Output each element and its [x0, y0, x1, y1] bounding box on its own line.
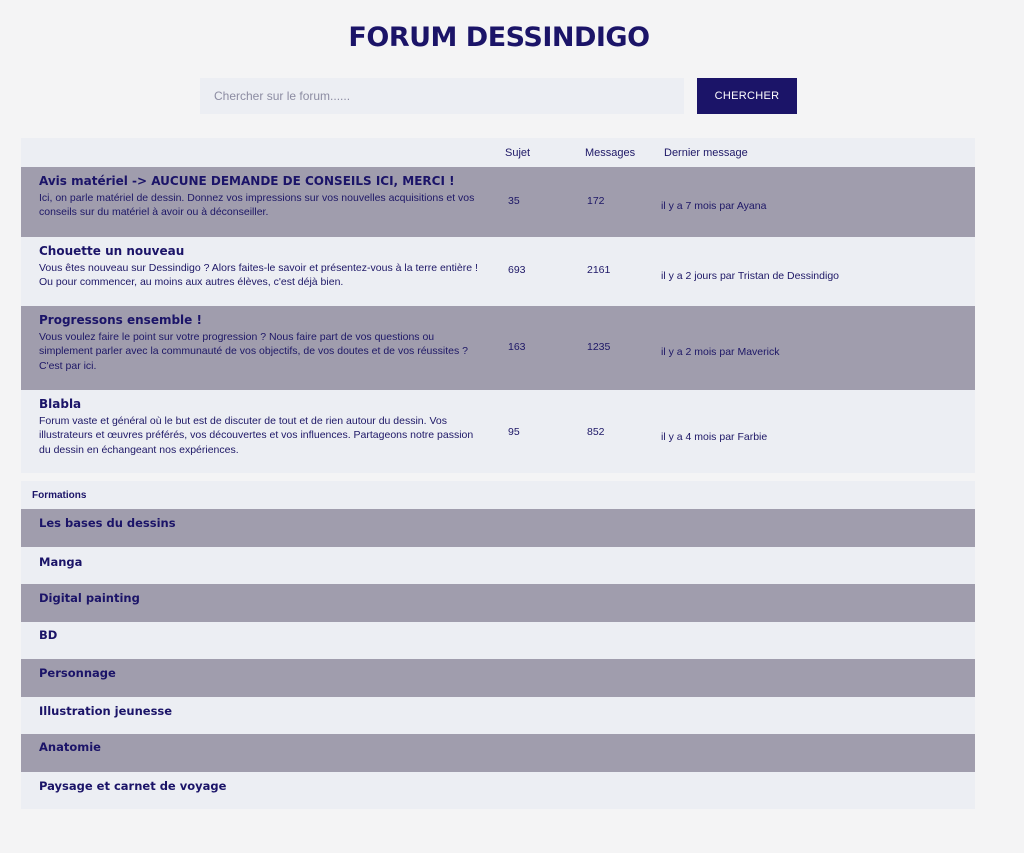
formation-item[interactable] [21, 547, 975, 584]
forum-row[interactable] [21, 390, 975, 473]
formation-item[interactable] [21, 772, 975, 809]
forum-row[interactable] [21, 237, 975, 306]
formation-item[interactable] [21, 659, 975, 697]
formations-section-header [21, 481, 975, 509]
formation-item-label[interactable]: BD [39, 628, 58, 642]
formation-item[interactable] [21, 509, 975, 547]
formation-item-label[interactable]: Anatomie [39, 740, 101, 754]
column-header-subjects: Sujet [505, 147, 531, 159]
formation-item-label[interactable]: Manga [39, 555, 83, 569]
formation-item-label[interactable]: Digital painting [39, 591, 140, 605]
forum-description: Vous voulez faire le point sur votre progression ? Nous faire part de vos questions ou simplement parler avec la communauté de vos objectifs, de vos doutes et de vos réussites ? C'est par ici. [39, 331, 468, 372]
formation-item[interactable] [21, 584, 975, 622]
forum-row[interactable] [21, 167, 975, 237]
formation-item[interactable] [21, 622, 975, 659]
subject-count: 163 [508, 341, 526, 353]
search-input[interactable] [200, 78, 684, 114]
message-count: 2161 [587, 264, 611, 276]
forum-description: Vous êtes nouveau sur Dessindigo ? Alors faites-le savoir et présentez-vous à la terre entière ! Ou pour commencer, au moins aux autres élèves, c'est déjà bien. [39, 262, 478, 289]
forum-table [21, 138, 975, 473]
message-count: 172 [587, 195, 605, 207]
subject-count: 95 [508, 426, 520, 438]
formation-item-label[interactable]: Les bases du dessins [39, 516, 176, 530]
search-bar [200, 78, 797, 114]
formations-list [21, 509, 975, 809]
column-header-messages: Messages [585, 147, 636, 159]
last-message[interactable]: il y a 2 jours par Tristan de Dessindigo [661, 270, 840, 282]
forum-row[interactable] [21, 306, 975, 390]
subject-count: 35 [508, 195, 520, 207]
formation-item[interactable] [21, 697, 975, 734]
forum-title[interactable]: Avis matériel -> AUCUNE DEMANDE DE CONSEILS ICI, MERCI ! [39, 174, 455, 188]
formation-item-label[interactable]: Personnage [39, 666, 116, 680]
formation-item-label[interactable]: Paysage et carnet de voyage [39, 779, 227, 793]
forum-title[interactable]: Chouette un nouveau [39, 244, 185, 258]
forum-description: Ici, on parle matériel de dessin. Donnez vos impressions sur vos nouvelles acquisitions et vos conseils sur du matériel à avoir ou à déconseiller. [39, 192, 475, 219]
table-header [21, 138, 975, 167]
formations-header-label: Formations [32, 490, 87, 501]
formation-item-label[interactable]: Illustration jeunesse [39, 704, 173, 718]
last-message[interactable]: il y a 7 mois par Ayana [661, 200, 767, 212]
search-button[interactable]: CHERCHER [697, 78, 797, 114]
page-title: FORUM DESSINDIGO [348, 22, 650, 53]
last-message[interactable]: il y a 4 mois par Farbie [661, 431, 768, 443]
forum-title[interactable]: Blabla [39, 397, 82, 411]
column-header-last-message: Dernier message [664, 147, 748, 159]
forum-title[interactable]: Progressons ensemble ! [39, 313, 202, 327]
forum-description: Forum vaste et général où le but est de discuter de tout et de rien autour du dessin. Vos illustrateurs et œuvres préférés, vos découvertes et vos influences. Partageons notre passion du dessin en échangeant nos expériences. [39, 415, 474, 456]
formation-item[interactable] [21, 734, 975, 772]
last-message[interactable]: il y a 2 mois par Maverick [661, 346, 780, 358]
message-count: 852 [587, 426, 605, 438]
message-count: 1235 [587, 341, 611, 353]
subject-count: 693 [508, 264, 526, 276]
